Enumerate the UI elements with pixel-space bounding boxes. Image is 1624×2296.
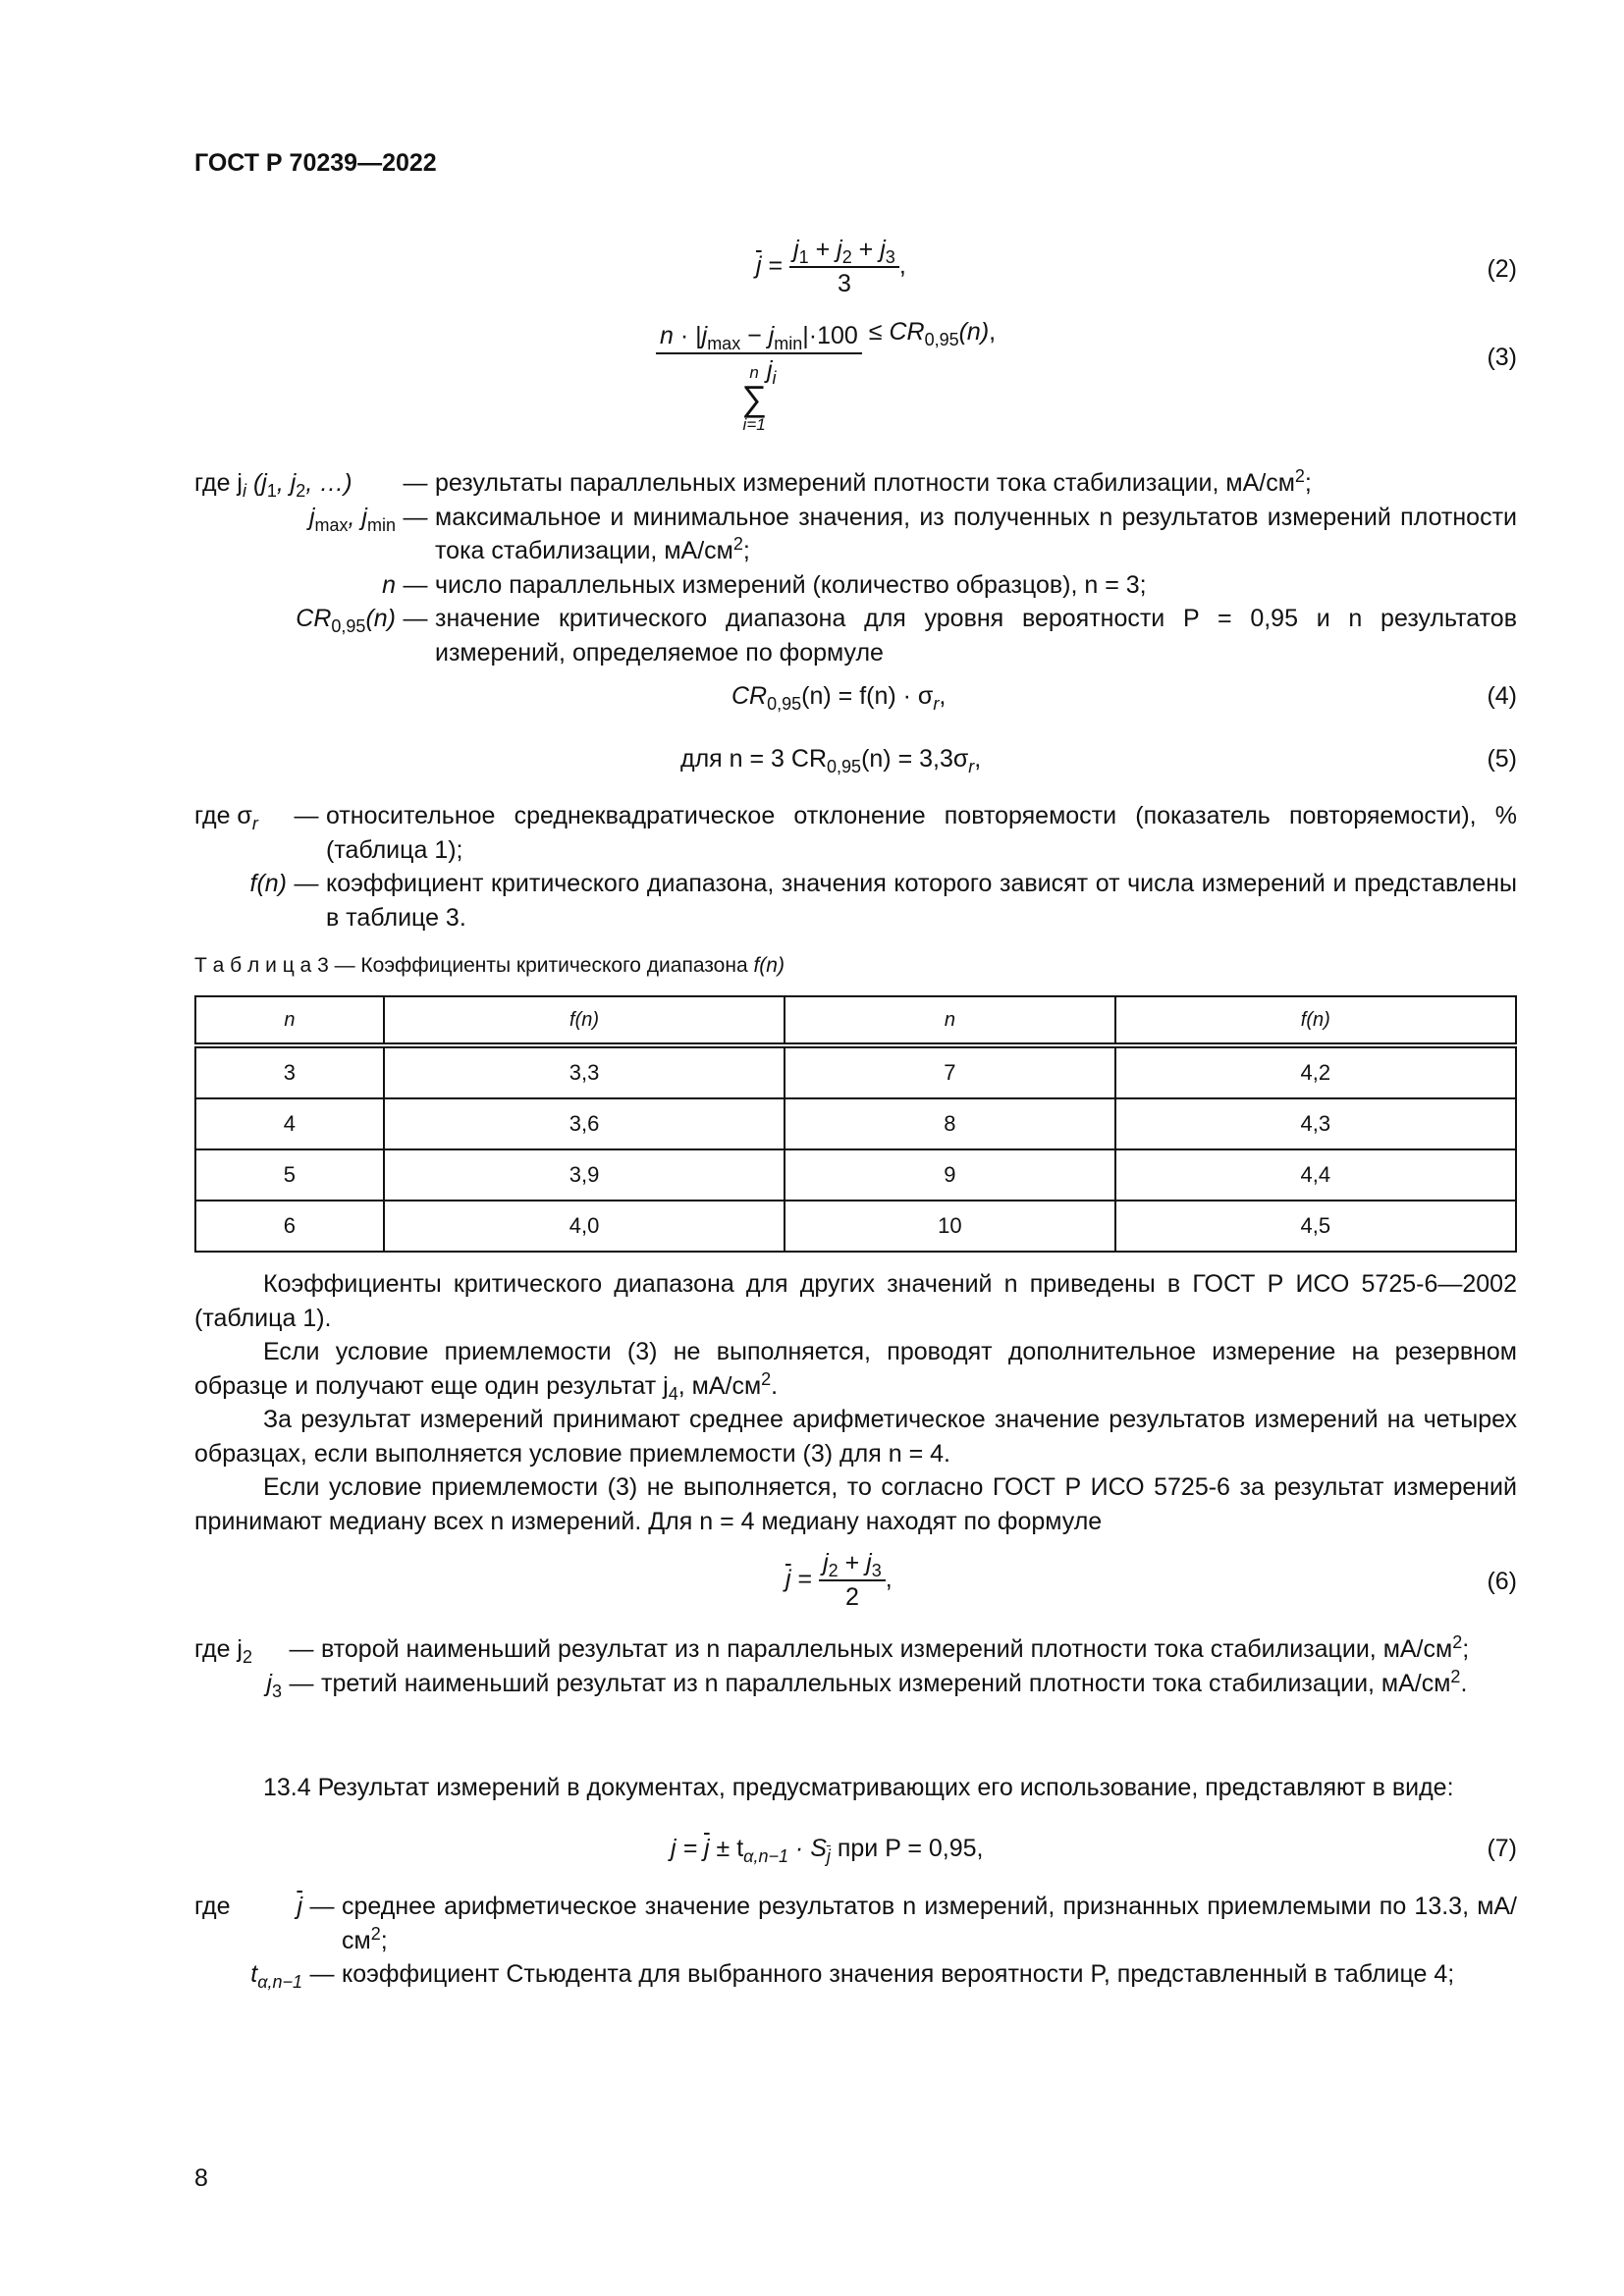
- definitions-list: [194, 1632, 1517, 1700]
- paragraph: 13.4 Результат измерений в документах, предусматривающих его использование, представляют в виде:: [263, 1774, 1454, 1801]
- equation-number: (4): [1487, 682, 1517, 710]
- definitions-list: [194, 466, 1517, 669]
- table-row: 5 3,9 9 4,4: [195, 1149, 1516, 1201]
- equation-6: $\overline{j}$ = $\frac{j_2 + j_3}{2}$ ,: [785, 1549, 893, 1611]
- body-text: [194, 1267, 1517, 1538]
- definition-item: $CR_{0,95}(n)$ — значение критического диапазона для уровня вероятности P = 0,95 и n результатов измерений, определяемое по формуле: [296, 605, 1517, 667]
- equation-number: (7): [1487, 1835, 1517, 1862]
- page-number: 8: [194, 2164, 208, 2192]
- equation-3: $n \cdot |j_{max} - j_{min}|\cdot 100$ n ∑ i=1 $j_i$ ≤ $CR_{0,95}(n)$,: [656, 322, 996, 433]
- table-row: 6 4,0 10 4,5: [195, 1201, 1516, 1252]
- table-header-row: [195, 996, 1516, 1045]
- equation-number: (5): [1487, 745, 1517, 773]
- equation-number: (2): [1487, 255, 1517, 283]
- definition-item: $j_{max}$, $j_{min}$ — максимальное и минимальное значения, из полученных n результатов измерений плотности тока стабилизации, $мА/см^2$;: [308, 503, 1517, 564]
- definition-item: где $\overline{j}$ — среднее арифметическое значение результатов n измерений, признанных приемлемыми по 13.3, $мА/см^2$;: [194, 1893, 1517, 1954]
- paragraph: Если условие приемлемости (3) не выполняется, то согласно ГОСТ Р ИСО 5725-6 за результат измерений принимают медиану всех n измерений. Для n = 4 медиану находят по формуле: [194, 1473, 1517, 1535]
- paragraph: За результат измерений принимают среднее арифметическое значение результатов измерений на четырех образцах, если выполняется условие приемлемости (3) для n = 4.: [194, 1406, 1517, 1468]
- header-cell: n: [195, 996, 384, 1045]
- table-caption: Т а б л и ц а 3 — Коэффициенты критического диапазона f(n): [194, 954, 785, 977]
- definitions-list: [194, 799, 1517, 934]
- equation-7: $j = \overline{j} \pm t_{\alpha,n-1} \cdot S_{\overline{j}}$ при P = 0,95,: [671, 1835, 984, 1866]
- definition-item: где $j_2$ — второй наименьший результат из n параллельных измерений плотности тока стабилизации, $мА/см^2$;: [194, 1632, 1470, 1667]
- table-row: 4 3,6 8 4,3: [195, 1098, 1516, 1149]
- header-cell: f(n): [384, 996, 785, 1045]
- table-row: 3 3,3 7 4,2: [195, 1045, 1516, 1098]
- paragraph: Коэффициенты критического диапазона для других значений n приведены в ГОСТ Р ИСО 5725-6—2002 (таблица 1).: [194, 1270, 1517, 1332]
- header-cell: n: [785, 996, 1114, 1045]
- fraction: $\frac{j_1 + j_2 + j_3}{3}$: [789, 236, 899, 298]
- definition-item: $j_3$ — третий наименьший результат из n параллельных измерений плотности тока стабилизации, $мА/см^2$.: [266, 1666, 1468, 1701]
- eq-sign: =: [768, 251, 784, 280]
- definition-item: $t_{\alpha,n-1}$ — коэффициент Стьюдента для выбранного значения вероятности P, представленный в таблице 4;: [250, 1960, 1455, 1992]
- fraction: $n \cdot |j_{max} - j_{min}|\cdot 100$ n ∑ i=1 $j_i$: [656, 322, 862, 433]
- equation-5: для n = 3 $CR_{0,95}(n) = 3,3\sigma_r$,: [680, 745, 982, 776]
- header-cell: f(n): [1115, 996, 1516, 1045]
- definition-item: n — число параллельных измерений (количество образцов), n = 3;: [382, 570, 1147, 599]
- definition-item: f(n) — коэффициент критического диапазона, значения которого зависят от числа измерений и представлены в таблице 3.: [249, 870, 1517, 932]
- equation-2: $\overline{j}$ = $\frac{j_1 + j_2 + j_3}{3}$ ,: [756, 236, 906, 297]
- paragraph: Если условие приемлемости (3) не выполняется, проводят дополнительное измерение на резервном образце и получают еще один результат $j_4$, $мА/см^2$.: [194, 1338, 1517, 1404]
- body-text: [194, 1771, 1517, 1805]
- definition-item: где $\sigma_r$ — относительное среднеквадратическое отклонение повторяемости (показатель повторяемости), % (таблица 1);: [194, 802, 1517, 864]
- equation-number: (3): [1487, 344, 1517, 371]
- definitions-list: [194, 1890, 1517, 1992]
- sum-symbol: n ∑ i=1: [741, 363, 767, 434]
- equation-4: $CR_{0,95}(n) = f(n) \cdot \sigma_r$,: [731, 682, 947, 714]
- equation-number: (6): [1487, 1568, 1517, 1595]
- coefficients-table: [194, 995, 1517, 1253]
- document-header: ГОСТ Р 70239—2022: [194, 149, 437, 177]
- definition-item: где $j_i$ ($j_1$, $j_2$, …) — результаты параллельных измерений плотности тока стабилизации, $мА/см^2$;: [194, 466, 1312, 501]
- eq-lhs: $\overline{j}$: [756, 251, 762, 280]
